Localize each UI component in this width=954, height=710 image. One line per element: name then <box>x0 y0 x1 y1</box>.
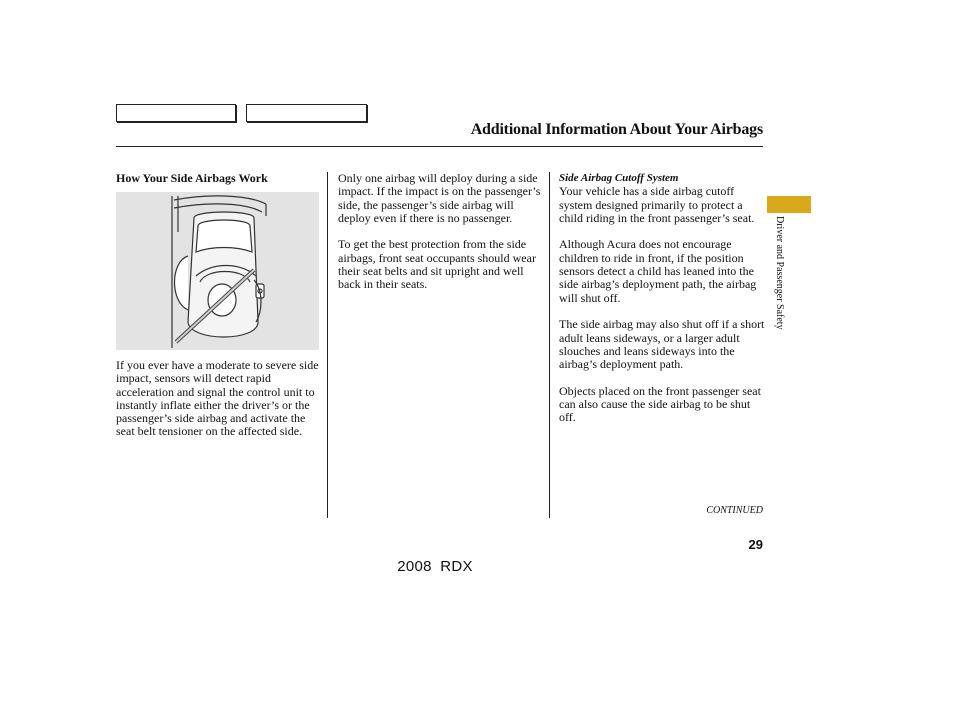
page-title: Additional Information About Your Airbags <box>470 121 763 138</box>
seat-occupant-top-view-icon <box>116 192 319 350</box>
nav-box-next[interactable] <box>246 104 367 122</box>
section-heading-side-airbags: How Your Side Airbags Work <box>116 171 268 185</box>
continued-label: CONTINUED <box>706 505 763 516</box>
col1-body <box>116 359 321 452</box>
col2-paragraph-1: Only one airbag will deploy during a side impact. If the impact is on the passenger’s side, the passenger’s side airbag will deploy even if there is no passenger. <box>338 171 541 225</box>
section-tab-label: Driver and Passenger Safety <box>774 216 785 330</box>
col2-paragraph-2: To get the best protection from the side airbags, front seat occupants should wear their seat belts and sit upright and well back in their seats. <box>338 237 536 292</box>
page-number: 29 <box>748 537 763 552</box>
col3-body <box>559 172 765 438</box>
column-divider-1 <box>327 172 328 518</box>
col3-paragraph-2: Although Acura does not encourage children to ride in front, if the position sensors detect a child has leaned into the side airbag’s deployment path, the airbag will shut off. <box>559 237 757 305</box>
title-rule <box>116 146 763 147</box>
col3-paragraph-1: Your vehicle has a side airbag cutoff system designed primarily to protect a child riding in the front passenger’s seat. <box>559 184 755 225</box>
model-label: 2008 RDX <box>397 558 473 575</box>
col2-body <box>338 172 543 305</box>
col1-paragraph: If you ever have a moderate to severe side impact, sensors will detect rapid acceleration and signal the control unit to instantly inflate either the driver’s or the passenger’s side airbag and activate the seat belt tensioner on the affected side. <box>116 358 319 439</box>
section-tab[interactable] <box>767 196 811 213</box>
col3-paragraph-3: The side airbag may also shut off if a short adult leans sideways, or a larger adult slouches and leans sideways into the airbag’s deployment path. <box>559 317 765 372</box>
column-divider-2 <box>549 172 550 518</box>
seat-illustration <box>116 192 319 350</box>
nav-box-previous[interactable] <box>116 104 236 122</box>
section-heading-cutoff-system: Side Airbag Cutoff System <box>559 172 679 184</box>
col3-paragraph-4: Objects placed on the front passenger seat can also cause the side airbag to be shut off. <box>559 383 761 425</box>
